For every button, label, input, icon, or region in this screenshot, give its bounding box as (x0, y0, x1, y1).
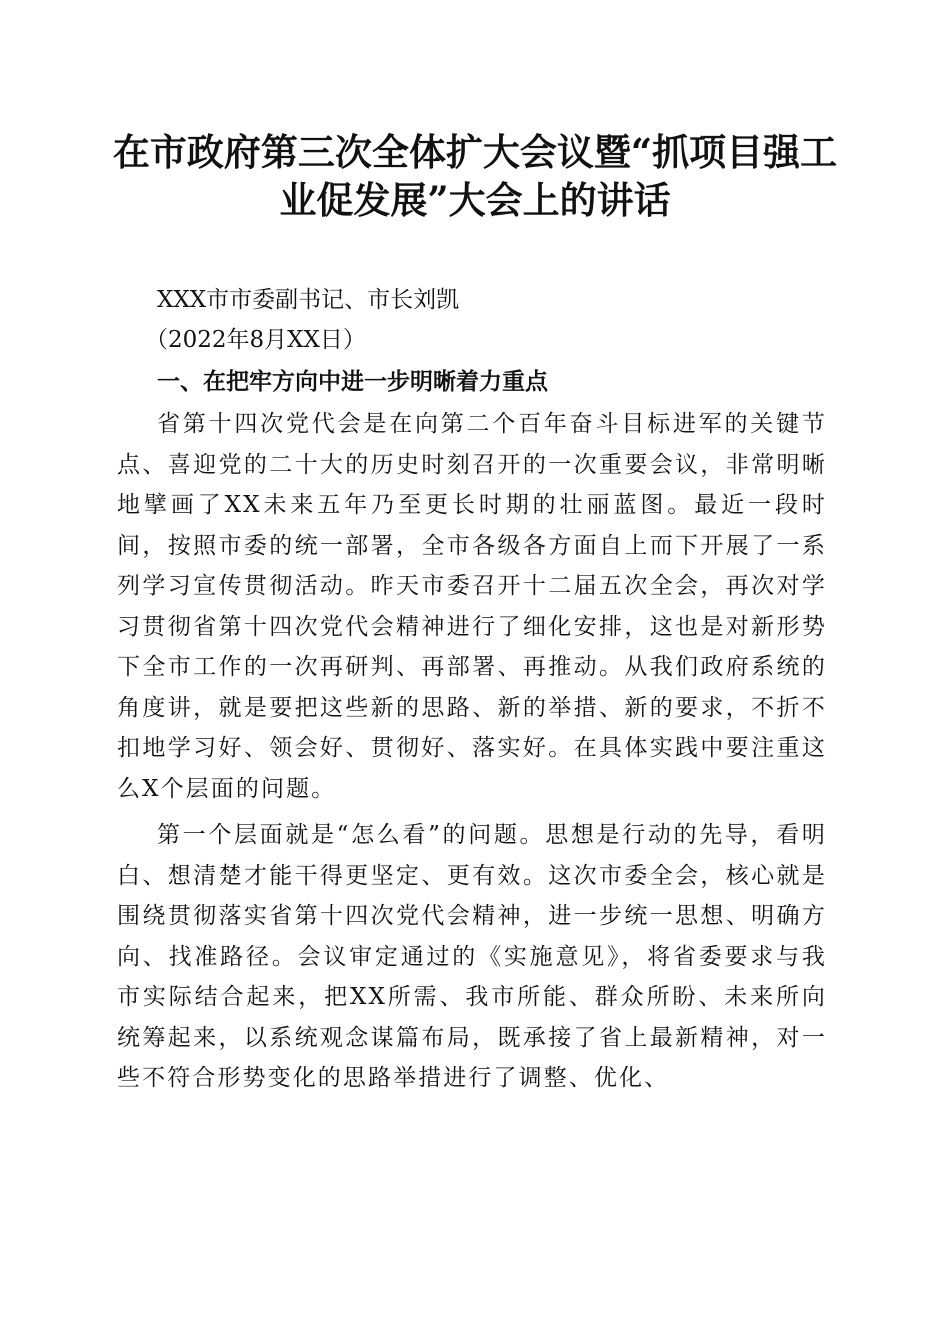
section-heading: 一、在把牢方向中进一步明晰着力重点 (157, 369, 548, 395)
document-body (117, 280, 827, 1105)
speaker-line: XXX市市委副书记、市长刘凯 (157, 287, 460, 313)
document-title: 在市政府第三次全体扩大会议暨“抓项目强工业促发展”大会上的讲话 (112, 130, 838, 222)
paragraph-1: 省第十四次党代会是在向第二个百年奋斗目标进军的关键节点、喜迎党的二十大的历史时刻召开的一次重要会议，非常明晰地擘画了XX未来五年乃至更长时期的壮丽蓝图。最近一段时间，按照市委的统一部署，全市各级各方面自上而下开展了一系列学习宣传贯彻活动。昨天市委召开十二届五次全会，再次对学习贯彻省第十四次党代会精神进行了细化安排，这也是对新形势下全市工作的一次再研判、再部署、再推动。从我们政府系统的角度讲，就是要把这些新的思路、新的举措、新的要求，不折不扣地学习好、领会好、贯彻好、落实好。在具体实践中要注重这么X个层面的问题。 (117, 411, 827, 802)
date-line: （2022年8月XX日） (145, 327, 366, 353)
paragraph-2: 第一个层面就是“怎么看”的问题。思想是行动的先导，看明白、想清楚才能干得更坚定、更有效。这次市委全会，核心就是围绕贯彻落实省第十四次党代会精神，进一步统一思想、明确方向、找准路径。会议审定通过的《实施意见》，将省委要求与我市实际结合起来，把XX所需、我市所能、群众所盼、未来所向统筹起来，以系统观念谋篇布局，既承接了省上最新精神，对一些不符合形势变化的思路举措进行了调整、优化、 (117, 822, 827, 1091)
